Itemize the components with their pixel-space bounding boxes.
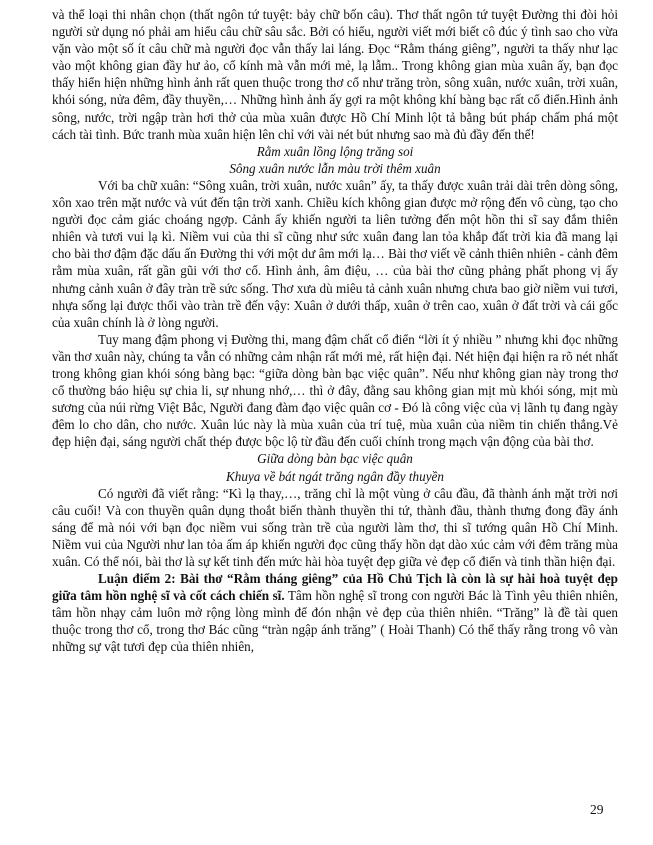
argument-2-body: Tâm hồn nghệ sĩ trong con người Bác là Tình yêu thiên nhiên, tâm hồn nhạy cảm luôn mở rộng lòng mình để đón nhận vẻ đẹp của thiên nhiên. “Trăng” là đề tài quen thuộc trong thơ cổ, trong thơ Bác cũng “tràn ngập ánh trăng” ( Hoài Thanh) Có thể thấy rằng trong vô vàn những sự vật tươi đẹp của thiên nhiên,	[52, 588, 618, 655]
verse-quote-2-line-1: Giữa dòng bàn bạc việc quân	[257, 451, 413, 467]
paragraph-spring-analysis: Với ba chữ xuân: “Sông xuân, trời xuân, nước xuân” ấy, ta thấy được xuân trải dài trên dòng sông, xôn xao trên mặt nước và vút đến tận trời xanh. Chiều kích không gian được mở rộng đến vô cùng, tạo cho người đọc cảm giác choáng ngợp. Cảnh ấy khiến người ta liên tưởng đến một hồn thi sĩ say đắm thiên nhiên và tươi vui lạ kì. Niềm vui của thi sĩ cũng như sức xuân đang lan tỏa khắp đất trời kia đã mang lại cho bài thơ đậm đặc dấu ấn Đường thi với một dư âm mới lạ… Bài thơ viết về cảnh thiên nhiên - cảnh đêm rằm mùa xuân, rất gần gũi với thơ cổ. Hình ảnh, âm điệu, … của bài thơ cũng phảng phất phong vị ấy nhưng cảnh xuân ở đây tràn trề sức sống. Thơ xưa dù miêu tả cảnh xuân nhưng chưa bao giờ niềm vui tươi, nhựa sống lại được thổi vào tràn trề đến vậy: Xuân ở dưới thấp, xuân ở trên cao, xuân ở đất trời và cái gốc của xuân chính là ở lòng người.	[52, 177, 618, 330]
paragraph-intro: và thể loại thi nhân chọn (thất ngôn tứ tuyệt: bảy chữ bốn câu). Thơ thất ngôn tứ tuyệt Đường thi đòi hỏi người sử dụng nó phải am hiểu câu chữ sâu sắc. Bởi có hiểu, người viết mới biết cô đúc ý tình sao cho vừa vặn vào một số ít câu chữ mà người đọc vẫn thấy lai láng. Đọc “Rằm tháng giêng”, người ta thấy như lạc vào một không gian đầy hư ảo, cổ kính mà vẫn mới mẻ, lạ lẫm.. Trong không gian mùa xuân ấy, bạn đọc thấy hiển hiện những hình ảnh rất quen thuộc trong thơ cổ như trăng tròn, sông xuân, nước xuân, trời xuân, khói sóng, nửa đêm, đầy thuyền,… Những hình ảnh ấy gợi ra một không khí bàng bạc rất cổ điển.Hình ảnh sông, nước, trời ngập tràn hơi thở của mùa xuân được Hồ Chí Minh lột tả bằng bút pháp chấm phá một cách tài tình. Bức tranh mùa xuân hiện lên chỉ với vài nét bút nhưng sao mà đủ đầy đến thế!	[52, 7, 618, 142]
verse-quote-2-line-2: Khuya về bát ngát trăng ngân đầy thuyền	[226, 468, 444, 484]
verse-quote-1-line-2: Sông xuân nước lẫn màu trời thêm xuân	[229, 160, 441, 176]
document-page	[52, 6, 618, 656]
argument-2-heading: Luận điểm 2: Bài thơ “Rằm tháng giêng” của Hồ Chủ Tịch là còn là sự hài hoà tuyệt đẹp giữa tâm hồn nghệ sĩ và cốt cách chiến sĩ.	[52, 571, 618, 604]
verse-quote-1-line-1: Rằm xuân lồng lộng trăng soi	[256, 143, 414, 159]
paragraph-argument-2	[52, 570, 618, 655]
page-number: 29	[590, 802, 604, 817]
paragraph-modern-beauty: Tuy mang đậm phong vị Đường thi, mang đậm chất cổ điển “lời ít ý nhiều ” nhưng khi đọc những vần thơ xuân này, chúng ta vẫn có những cảm nhận rất mới mẻ, rất hiện đại. Nét hiện đại hiện ra rõ nét nhất trong không gian khói sóng bàng bạc: “giữa dòng bàn bạc việc quân”. Nếu như không gian này trong thơ cổ thường báo hiệu sự chia li, sự nhung nhớ,… thì ở đây, đằng sau không gian mịt mù khói sóng, mịt mù sương của núi rừng Việt Bắc, Người đang đàm đạo việc quân cơ - Đó là công việc của vị lãnh tụ đang ngày đêm lo cho dân, cho nước. Xuân lúc này là mùa xuân của trí tuệ, mùa xuân của niềm tin chiến thắng.Vẻ đẹp hiện đại, sáng người chất thép được bộc lộ từ đầu đến cuối chính trong mạch vận động của bài thơ.	[52, 331, 618, 450]
paragraph-critic-quote: Có người đã viết rằng: “Kì lạ thay,…, trăng chỉ là một vùng ở câu đầu, đã thành ánh mặt trời nơi câu cuối! Và con thuyền quân dụng thoắt biến thành thuyền thi tứ, thành đầu, thành thưng đong đầy ánh sáng để mà nói với bạn đọc niềm vui sống tràn trề của người làm thơ, thi sĩ tướng quân Hồ Chí Minh. Niềm vui của Người như lan tỏa ấm áp khiến người đọc cũng thấy hồn dạt dào xúc cảm với đêm trăng mùa xuân. Có thể nói, bài thơ là sự kết tinh đến mức hài hòa tuyệt đẹp giữa vẻ đẹp cổ điển và tinh thần hiện đại.	[52, 485, 618, 569]
